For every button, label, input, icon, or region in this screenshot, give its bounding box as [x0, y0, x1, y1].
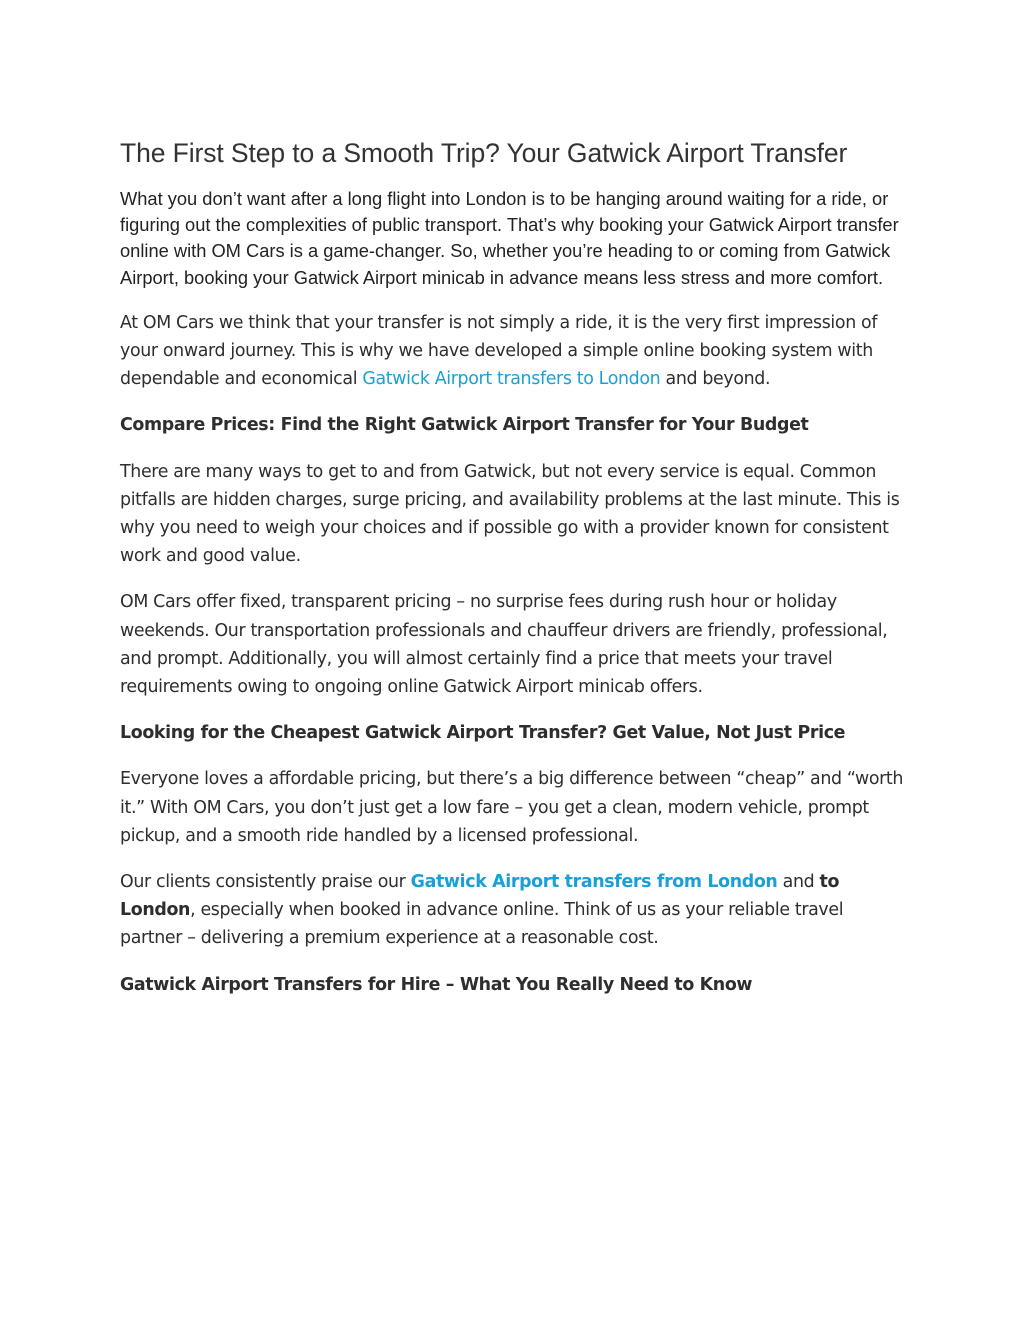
heading-cheapest: Looking for the Cheapest Gatwick Airport Transfer? Get Value, Not Just Price: [120, 723, 846, 744]
paragraph-value: Everyone loves a affordable pricing, but there’s a big difference between “cheap” and “worth it.” With OM Cars, you don’t just get a low fare – you get a clean, modern vehicle, prompt pickup, and a smooth ride handled by a licensed professional.: [120, 769, 904, 846]
gatwick-transfers-from-london-link[interactable]: Gatwick Airport transfers from London: [410, 872, 778, 893]
paragraph-text: and: [777, 872, 820, 893]
page-title: The First Step to a Smooth Trip? Your Gatwick Airport Transfer: [120, 138, 848, 168]
document-page: [120, 136, 910, 1017]
intro-paragraph: What you don’t want after a long flight into London is to be hanging around waiting for a ride, or figuring out the complexities of public transport. That’s why booking your Gatwick Airport transfer online with OM Cars is a game-changer. So, whether you’re heading to or coming from Gatwick Airport, booking your Gatwick Airport minicab in advance means less stress and more comfort.: [120, 188, 899, 288]
paragraph-om-cars: [120, 309, 910, 394]
heading-compare-prices: Compare Prices: Find the Right Gatwick Airport Transfer for Your Budget: [120, 415, 809, 436]
to-london-strong-text: to London: [120, 872, 840, 921]
paragraph-clients: [120, 868, 910, 953]
paragraph-text: At OM Cars we think that your transfer is not simply a ride, it is the very first impression of your onward journey. This is why we have developed a simple online booking system with dependable and economical: [120, 312, 878, 390]
paragraph-text: , especially when booked in advance online. Think of us as your reliable travel partner – delivering a premium experience at a reasonable cost.: [120, 900, 844, 949]
paragraph-text: and beyond.: [660, 369, 771, 390]
paragraph-text: Our clients consistently praise our: [120, 872, 411, 893]
paragraph-ways: There are many ways to get to and from Gatwick, but not every service is equal. Common pitfalls are hidden charges, surge pricing, and availability problems at the last minute. This is why you need to weigh your choices and if possible go with a provider known for consistent work and good value.: [120, 461, 900, 567]
heading-transfers-for-hire: Gatwick Airport Transfers for Hire – What You Really Need to Know: [120, 974, 753, 995]
gatwick-transfers-to-london-link[interactable]: Gatwick Airport transfers to London: [362, 369, 661, 390]
paragraph-fixed-pricing: OM Cars offer fixed, transparent pricing – no surprise fees during rush hour or holiday weekends. Our transportation professionals and chauffeur drivers are friendly, professional, and prompt. Additionally, you will almost certainly find a price that meets your travel requirements owing to ongoing online Gatwick Airport minicab offers.: [120, 592, 888, 698]
